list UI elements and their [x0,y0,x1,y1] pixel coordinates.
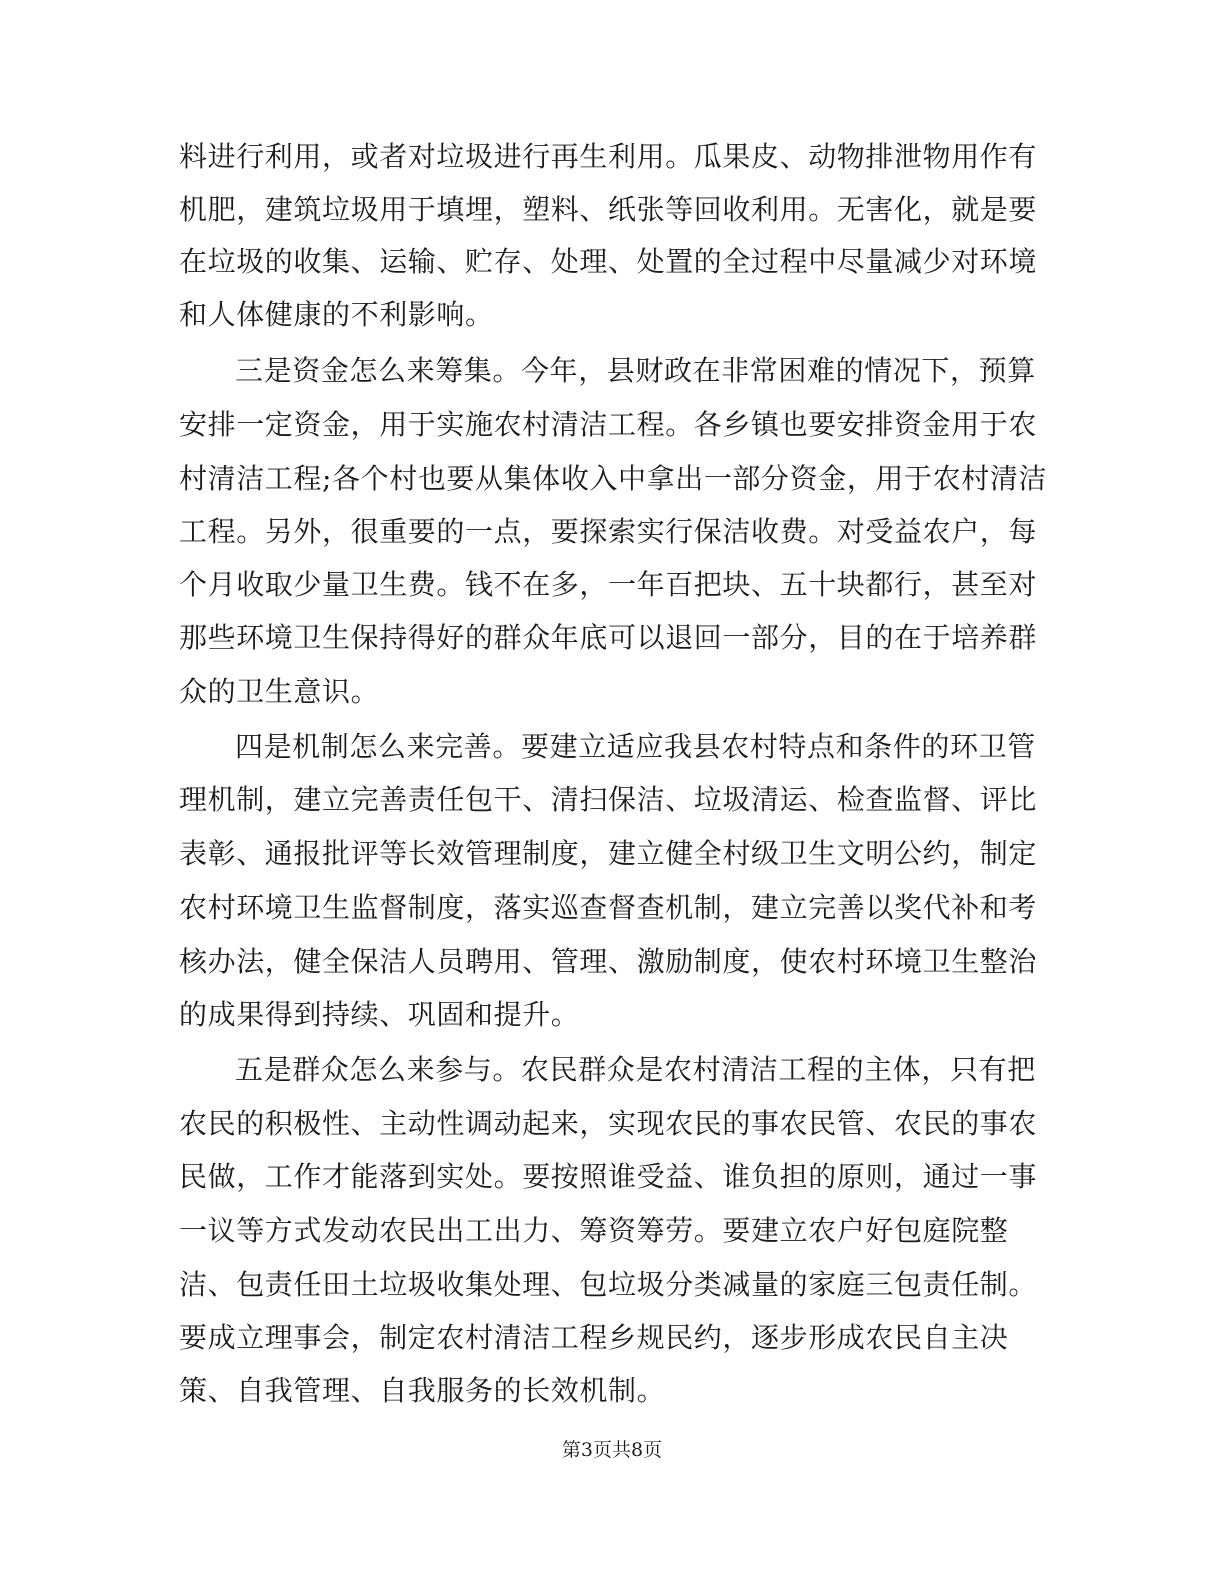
paragraph-line: 农民的积极性、主动性调动起来，实现农民的事农民管、农民的事农 [179,1107,1038,1140]
paragraph-line: 那些环境卫生保持得好的群众年底可以退回一部分，目的在于培养群 [179,621,1038,654]
page-number-footer: 第3页共8页 [561,1439,663,1461]
paragraph-line: 村清洁工程;各个村也要从集体收入中拿出一部分资金，用于农村清洁 [179,462,1048,495]
paragraph-line: 理机制，建立完善责任包干、清扫保洁、垃圾清运、检查监督、评比 [179,783,1038,816]
paragraph-line: 核办法，健全保洁人员聘用、管理、激励制度，使农村环境卫生整治 [179,945,1038,978]
paragraph-line: 一议等方式发动农民出工出力、筹资筹劳。要建立农户好包庭院整 [179,1214,1009,1247]
paragraph-line: 在垃圾的收集、运输、贮存、处理、处置的全过程中尽量减少对环境 [179,245,1038,278]
paragraph-line: 表彰、通报批评等长效管理制度，建立健全村级卫生文明公约，制定 [179,837,1038,870]
paragraph-line: 农村环境卫生监督制度，落实巡查督查机制，建立完善以奖代补和考 [179,891,1038,924]
paragraph-line: 机肥，建筑垃圾用于填埋，塑料、纸张等回收利用。无害化，就是要 [179,193,1038,226]
paragraph-line: 三是资金怎么来筹集。今年，县财政在非常困难的情况下，预算 [235,354,1036,387]
paragraph-line: 和人体健康的不利影响。 [179,298,494,331]
paragraph-line: 洁、包责任田土垃圾收集处理、包垃圾分类减量的家庭三包责任制。 [179,1268,1038,1301]
paragraph-line: 策、自我管理、自我服务的长效机制。 [179,1374,666,1407]
paragraph-line: 众的卫生意识。 [179,675,380,708]
paragraph-line: 要成立理事会，制定农村清洁工程乡规民约，逐步形成农民自主决 [179,1321,1009,1354]
paragraph-line: 个月收取少量卫生费。钱不在多，一年百把块、五十块都行，甚至对 [179,568,1038,601]
paragraph-line: 工程。另外，很重要的一点，要探索实行保洁收费。对受益农户，每 [179,515,1038,548]
paragraph-line: 料进行利用，或者对垃圾进行再生利用。瓜果皮、动物排泄物用作有 [179,140,1038,173]
paragraph-line: 四是机制怎么来完善。要建立适应我县农村特点和条件的环卫管 [235,730,1036,763]
paragraph-line: 五是群众怎么来参与。农民群众是农村清洁工程的主体，只有把 [235,1053,1036,1086]
paragraph-line: 安排一定资金，用于实施农村清洁工程。各乡镇也要安排资金用于农 [179,408,1038,441]
paragraph-line: 民做，工作才能落到实处。要按照谁受益、谁负担的原则，通过一事 [179,1160,1038,1193]
paragraph-line: 的成果得到持续、巩固和提升。 [179,998,580,1031]
